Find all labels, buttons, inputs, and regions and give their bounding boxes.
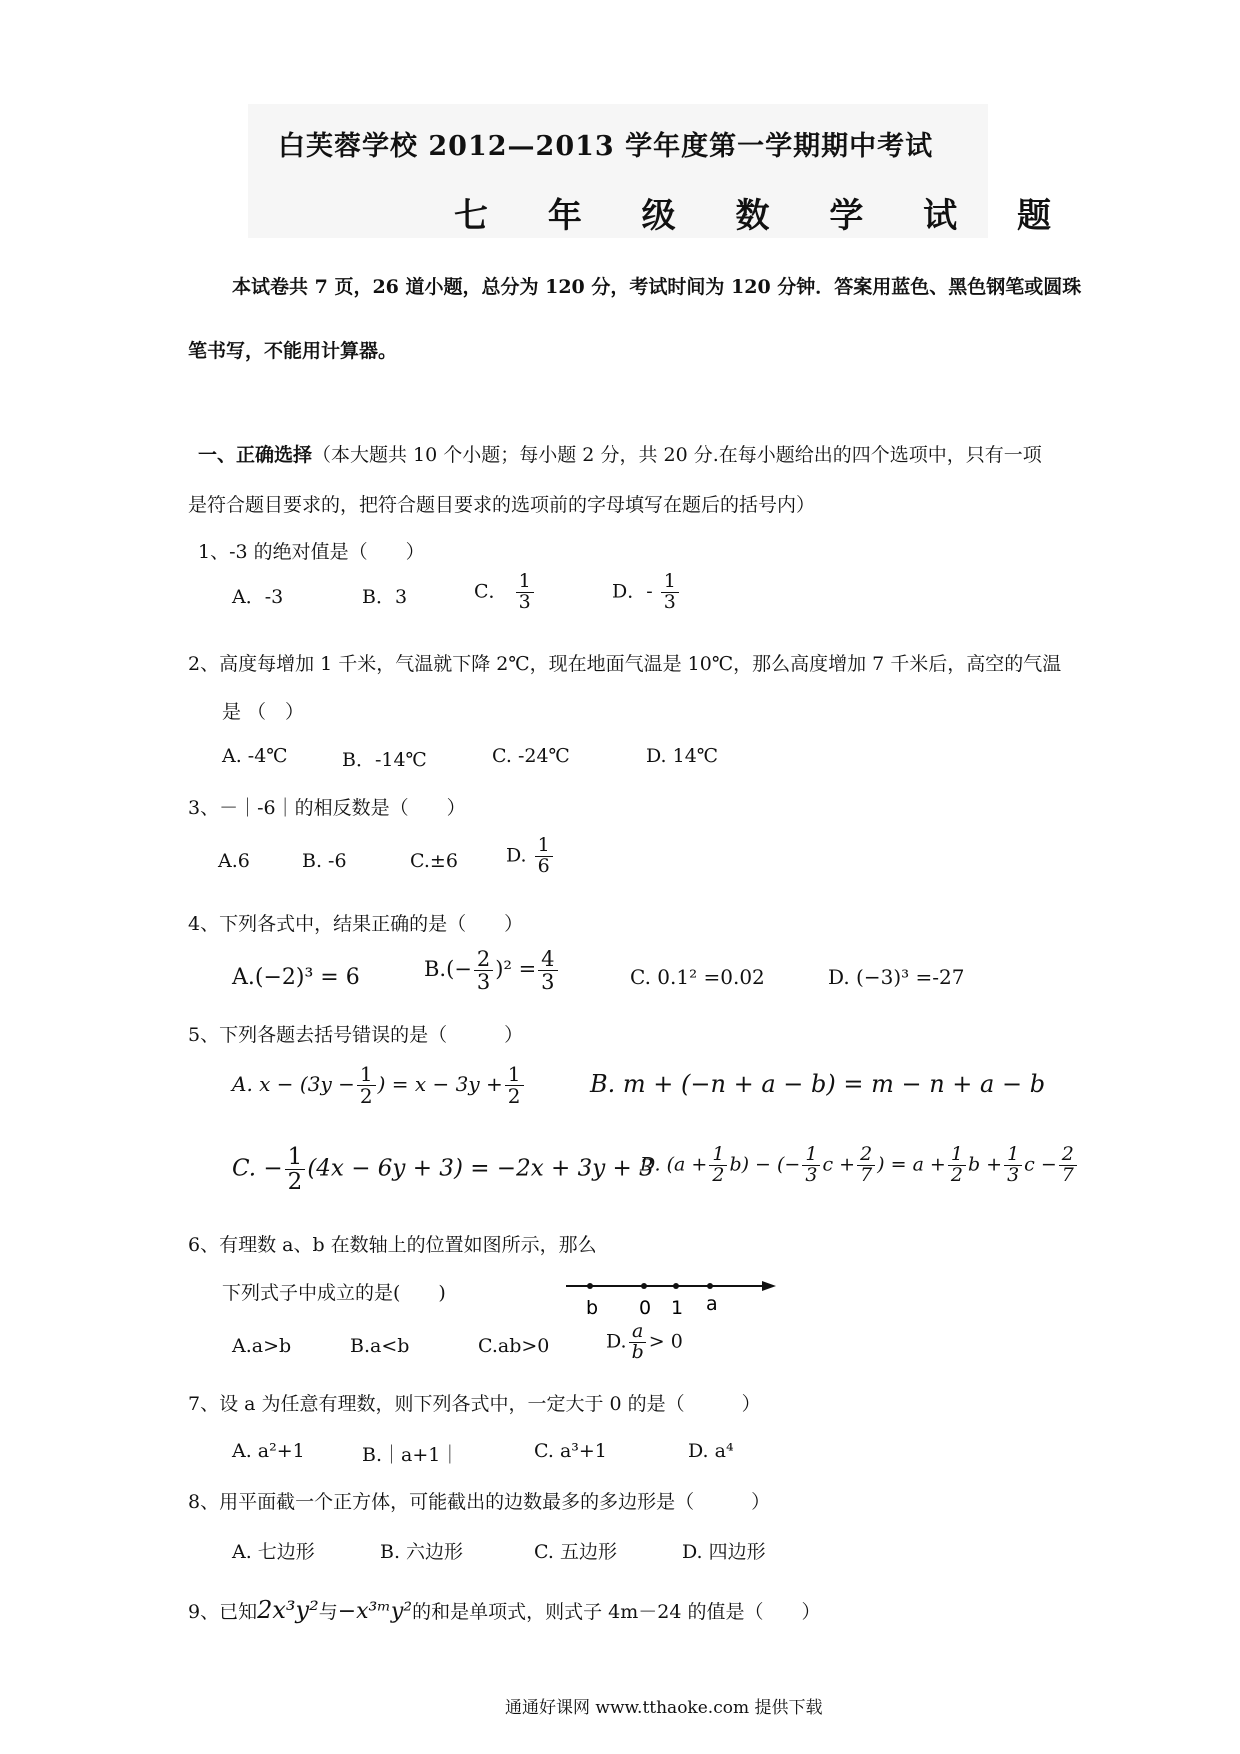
q5-c-num: 1 bbox=[285, 1145, 306, 1170]
q5-d-fraction-3 bbox=[857, 1145, 875, 1186]
q5-a-den: 2 bbox=[359, 1084, 373, 1108]
q5-d-text2: b) − (− bbox=[729, 1153, 801, 1176]
q5-d-f4-num: 1 bbox=[948, 1145, 966, 1166]
q8-stem: 8、用平面截一个正方体，可能截出的边数最多的多边形是（ ） bbox=[188, 1491, 771, 1513]
q6-d-suffix: > 0 bbox=[648, 1330, 683, 1353]
q7-option-d: D. a⁴ bbox=[688, 1440, 734, 1462]
q5-a-num: 1 bbox=[357, 1064, 376, 1086]
q2-option-d: D. 14℃ bbox=[646, 745, 719, 767]
q1-d-fraction bbox=[661, 572, 679, 613]
q4-stem: 4、下列各式中，结果正确的是（ ） bbox=[188, 913, 524, 935]
q3-stem: 3、－｜-6｜的相反数是（ ） bbox=[188, 797, 466, 819]
number-line-figure bbox=[562, 1280, 782, 1328]
q1-option-a: A．-3 bbox=[232, 586, 284, 608]
q5-d-text6: c − bbox=[1024, 1153, 1057, 1176]
intro-line-1: 本试卷共 7 页，26 道小题，总分为 120 分，考试时间为 120 分钟．答案用蓝色、黑色钢笔或圆珠 bbox=[232, 276, 1082, 298]
q9-mid: 与 bbox=[318, 1601, 338, 1623]
q8-option-a: A. 七边形 bbox=[232, 1541, 315, 1563]
q8-option-d: D. 四边形 bbox=[682, 1541, 766, 1563]
label-a: a bbox=[706, 1293, 718, 1315]
q5-d-f4-den: 2 bbox=[950, 1163, 963, 1186]
q1-c-den: 3 bbox=[518, 590, 531, 613]
q6-stem-2: 下列式子中成立的是( ) bbox=[222, 1282, 446, 1304]
q5-a-prefix: A. x − (3y − bbox=[232, 1072, 355, 1096]
q5-d-f3-den: 7 bbox=[860, 1163, 873, 1186]
q3-option-d bbox=[506, 836, 555, 877]
q6-d-fraction bbox=[629, 1322, 647, 1363]
q5-d-f2-den: 3 bbox=[805, 1163, 818, 1186]
q5-a-mid: ) = x − 3y + bbox=[377, 1072, 503, 1096]
q5-option-a bbox=[232, 1064, 526, 1107]
q5-d-text5: b + bbox=[967, 1153, 1003, 1176]
q1-d-num: 1 bbox=[661, 572, 679, 593]
q3-d-fraction bbox=[535, 836, 553, 877]
q5-option-c bbox=[232, 1145, 654, 1194]
point-1 bbox=[673, 1283, 679, 1289]
q5-d-f1-num: 1 bbox=[709, 1145, 727, 1166]
q5-c-rest: (4x − 6y + 3) = −2x + 3y + 3 bbox=[307, 1155, 654, 1182]
intro-line-2: 笔书写，不能用计算器。 bbox=[188, 340, 398, 362]
q1-option-d bbox=[612, 572, 681, 613]
q5-stem: 5、下列各题去括号错误的是（ ） bbox=[188, 1024, 524, 1046]
q3-d-den: 6 bbox=[537, 854, 550, 877]
q5-d-f3-num: 2 bbox=[857, 1145, 875, 1166]
q9-stem bbox=[188, 1596, 821, 1624]
point-0 bbox=[641, 1283, 647, 1289]
q5-a-den2: 2 bbox=[507, 1084, 521, 1108]
q5-c-prefix: C. − bbox=[232, 1155, 283, 1182]
q5-d-f2-num: 1 bbox=[802, 1145, 820, 1166]
q6-stem: 6、有理数 a、b 在数轴上的位置如图所示，那么 bbox=[188, 1234, 597, 1256]
q5-a-fraction-2 bbox=[505, 1064, 524, 1107]
q4-option-a: A.(−2)³ = 6 bbox=[232, 965, 360, 990]
exam-subtitle: 七 年 级 数 学 试 题 bbox=[454, 196, 1076, 236]
q6-d-prefix: D. bbox=[606, 1330, 627, 1353]
section-1-heading-line bbox=[198, 440, 1042, 467]
q5-d-f1-den: 2 bbox=[712, 1163, 725, 1186]
q4-b-den2: 3 bbox=[541, 970, 555, 995]
q3-d-num: 1 bbox=[535, 836, 553, 857]
q5-c-den: 2 bbox=[287, 1169, 303, 1196]
section-1-desc-2: 是符合题目要求的，把符合题目要求的选项前的字母填写在题后的括号内） bbox=[188, 494, 816, 516]
q2-option-c: C. -24℃ bbox=[492, 745, 570, 767]
q7-option-c: C. a³+1 bbox=[534, 1440, 607, 1462]
q9-stem-prefix: 9、已知 bbox=[188, 1601, 258, 1623]
q5-d-fraction-4 bbox=[948, 1145, 966, 1186]
q3-option-a: A.6 bbox=[218, 850, 250, 872]
point-a bbox=[707, 1283, 713, 1289]
q2-stem: 2、高度每增加 1 千米，气温就下降 2℃，现在地面气温是 10℃，那么高度增加 7 千米后，高空的气温 bbox=[188, 653, 1062, 675]
q4-b-fraction-1 bbox=[474, 948, 493, 993]
q2-option-a: A. -4℃ bbox=[222, 745, 288, 767]
q5-d-text4: ) = a + bbox=[877, 1153, 946, 1176]
q5-option-b: B. m + (−n + a − b) = m − n + a − b bbox=[590, 1070, 1046, 1098]
q6-option-d bbox=[606, 1322, 683, 1363]
label-0: 0 bbox=[639, 1297, 652, 1319]
q5-d-f5-den: 3 bbox=[1007, 1163, 1020, 1186]
q4-b-mid: )² = bbox=[495, 957, 537, 982]
q5-d-fraction-1 bbox=[709, 1145, 727, 1186]
q6-option-a: A.a>b bbox=[232, 1335, 292, 1357]
q5-c-fraction bbox=[285, 1145, 306, 1194]
q5-d-text1: D. (a + bbox=[640, 1153, 708, 1176]
q1-c-num: 1 bbox=[516, 572, 534, 593]
q3-option-c: C.±6 bbox=[410, 850, 458, 872]
q4-b-num2: 4 bbox=[538, 948, 557, 971]
footer-text: 通通好课网 www.tthaoke.com 提供下载 bbox=[505, 1698, 823, 1718]
q4-option-c: C. 0.1² =0.02 bbox=[630, 965, 765, 989]
q6-option-c: C.ab>0 bbox=[478, 1335, 550, 1357]
q4-b-fraction-2 bbox=[538, 948, 557, 993]
number-line-arrow bbox=[762, 1281, 776, 1291]
q1-c-fraction bbox=[516, 572, 534, 613]
label-1: 1 bbox=[671, 1297, 684, 1319]
q3-d-prefix: D. bbox=[506, 844, 527, 867]
q5-a-num2: 1 bbox=[505, 1064, 524, 1086]
q1-d-den: 3 bbox=[663, 590, 676, 613]
section-1-desc-1: （本大题共 10 个小题；每小题 2 分，共 20 分.在每小题给出的四个选项中，只有一项 bbox=[312, 444, 1042, 466]
q4-option-b bbox=[424, 948, 560, 993]
q1-c-prefix: C． bbox=[474, 580, 508, 603]
q5-d-fraction-2 bbox=[802, 1145, 820, 1186]
q7-option-b: B.｜a+1｜ bbox=[362, 1444, 460, 1466]
q6-d-den: b bbox=[631, 1340, 644, 1363]
q4-b-num: 2 bbox=[474, 948, 493, 971]
q4-b-prefix: B.(− bbox=[424, 957, 472, 982]
q5-a-fraction-1 bbox=[357, 1064, 376, 1107]
q6-d-num: a bbox=[629, 1322, 646, 1343]
q5-d-f5-num: 1 bbox=[1004, 1145, 1022, 1166]
q5-d-f6-num: 2 bbox=[1059, 1145, 1077, 1166]
point-b bbox=[587, 1283, 593, 1289]
q9-stem-suffix: 的和是单项式，则式子 4m－24 的值是（ ） bbox=[412, 1601, 821, 1623]
q9-expr-2: −x³ᵐy² bbox=[337, 1599, 413, 1624]
q4-option-d: D. (−3)³ =-27 bbox=[828, 965, 965, 989]
q9-expr-1: 2x³y² bbox=[257, 1596, 319, 1624]
q5-d-text3: c + bbox=[822, 1153, 856, 1176]
q1-stem: 1、-3 的绝对值是（ ） bbox=[198, 541, 425, 563]
section-1-heading: 一、正确选择 bbox=[198, 444, 313, 466]
q4-b-den: 3 bbox=[476, 970, 491, 995]
exam-title: 白芙蓉学校 2012—2013 学年度第一学期期中考试 bbox=[278, 131, 934, 162]
q8-option-b: B. 六边形 bbox=[380, 1541, 464, 1563]
q5-d-fraction-5 bbox=[1004, 1145, 1022, 1186]
q5-option-d bbox=[640, 1145, 1079, 1186]
q6-option-b: B.a<b bbox=[350, 1335, 410, 1357]
q7-option-a: A. a²+1 bbox=[232, 1440, 305, 1462]
q5-d-f6-den: 7 bbox=[1061, 1163, 1074, 1186]
q2-stem-2: 是 （ ） bbox=[222, 701, 305, 723]
q1-option-c bbox=[474, 572, 536, 613]
q5-d-fraction-6 bbox=[1059, 1145, 1077, 1186]
q8-option-c: C. 五边形 bbox=[534, 1541, 617, 1563]
q2-option-b: B．-14℃ bbox=[342, 749, 427, 771]
label-b: b bbox=[586, 1297, 599, 1319]
q3-option-b: B. -6 bbox=[302, 850, 347, 872]
q7-stem: 7、设 a 为任意有理数，则下列各式中，一定大于 0 的是（ ） bbox=[188, 1393, 761, 1415]
q1-option-b: B．3 bbox=[362, 586, 408, 608]
q1-d-prefix: D．- bbox=[612, 580, 653, 603]
